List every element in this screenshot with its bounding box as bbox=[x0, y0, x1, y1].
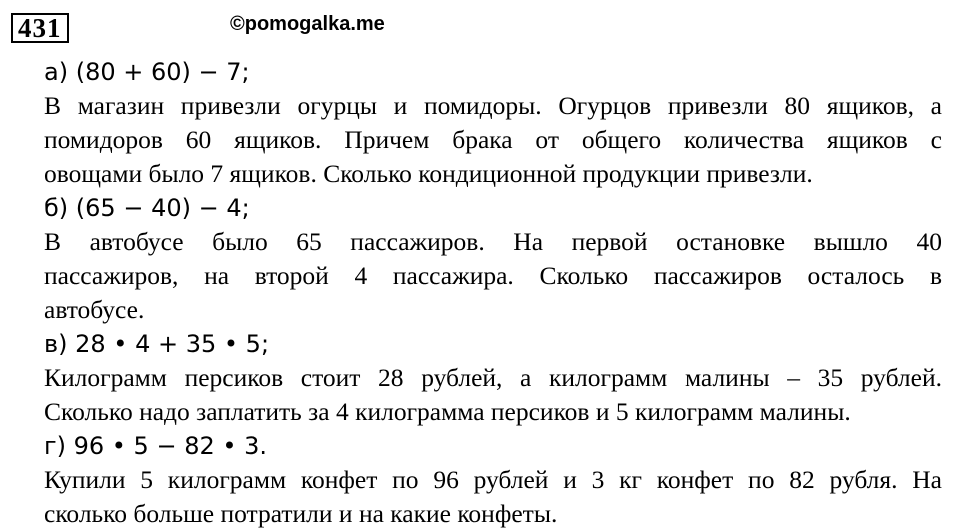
text-line: В автобусе было 65 пассажиров. На первой остановке вышло 40 bbox=[44, 227, 942, 256]
text-line: В магазин привезли огурцы и помидоры. Огурцов привезли 80 ящиков, а bbox=[44, 91, 942, 120]
watermark: ©pomogalka.me bbox=[230, 13, 385, 35]
text-line: Килограмм персиков стоит 28 рублей, а килограмм малины – 35 рублей. bbox=[44, 363, 942, 392]
text-line: пассажиров, на второй 4 пассажира. Сколько пассажиров осталось в bbox=[44, 261, 942, 290]
problem-number-box: 431 bbox=[11, 13, 69, 43]
expression-b: б) (65 − 40) − 4; bbox=[44, 194, 250, 222]
expression-a: а) (80 + 60) − 7; bbox=[44, 58, 250, 86]
text-line: автобусе. bbox=[44, 295, 145, 324]
text-line: Сколько надо заплатить за 4 килограмма персиков и 5 килограмм малины. bbox=[44, 397, 851, 426]
problem-text bbox=[44, 55, 942, 531]
expression-c: в) 28 • 4 + 35 • 5; bbox=[44, 330, 270, 358]
expression-d: г) 96 • 5 − 82 • 3. bbox=[44, 432, 268, 460]
text-line: помидоров 60 ящиков. Причем брака от общего количества ящиков с bbox=[44, 125, 942, 154]
text-line: Купили 5 килограмм конфет по 96 рублей и 3 кг конфет по 82 рубля. На bbox=[44, 465, 942, 494]
text-line: сколько больше потратили и на какие конфеты. bbox=[44, 499, 558, 528]
text-line: овощами было 7 ящиков. Сколько кондиционной продукции привезли. bbox=[44, 159, 813, 188]
